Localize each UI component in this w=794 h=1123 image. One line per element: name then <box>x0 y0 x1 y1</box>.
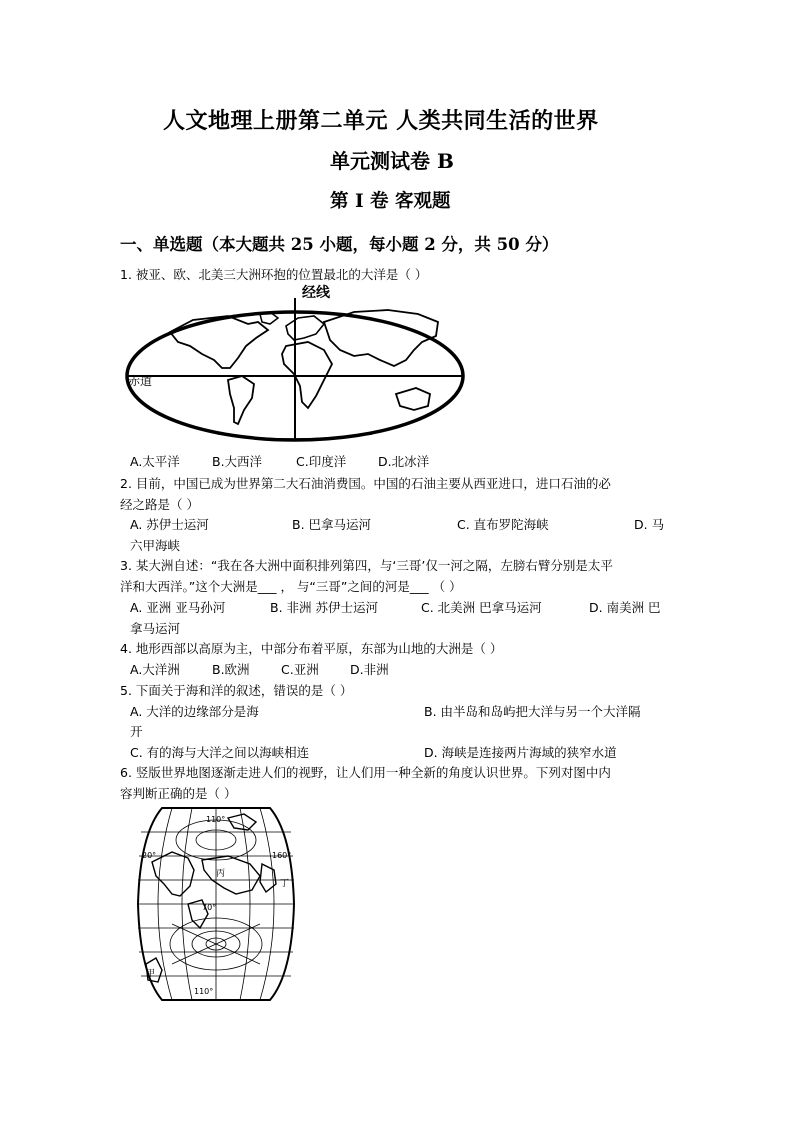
q5-option-b: B. 由半岛和岛屿把大洋与另一个大洋隔 <box>424 704 641 719</box>
q1-option-c: C.印度洋 <box>296 454 347 469</box>
q3-option-d-continued: 拿马运河 <box>130 621 181 636</box>
q3-stem-line2: 洋和大西洋。”这个大洲是___ ， 与“三哥”之间的河是___ （ ） <box>120 579 462 594</box>
q5-option-a: A. 大洋的边缘部分是海 <box>130 704 259 719</box>
map-marker-ding: 丁 <box>280 879 290 889</box>
section-heading: 一、单选题（本大题共 25 小题，每小题 2 分，共 50 分） <box>120 235 559 254</box>
q4-option-d: D.非洲 <box>350 662 389 677</box>
q5-stem: 5. 下面关于海和洋的叙述，错误的是（ ） <box>120 683 353 698</box>
q5-option-c: C. 有的海与大洋之间以海峡相连 <box>130 745 310 760</box>
page-title: 人文地理上册第二单元 人类共同生活的世界 <box>163 108 599 134</box>
part-heading: 第 I 卷 客观题 <box>330 191 451 212</box>
map-marker-bing: 丙 <box>216 869 226 879</box>
map-label-equator: 赤道 <box>128 374 153 388</box>
q6-stem-line2: 容判断正确的是（ ） <box>120 786 237 801</box>
q1-option-b: B.大西洋 <box>212 454 263 469</box>
map-label-top-longitude: 110° <box>206 815 226 824</box>
world-map-figure <box>118 284 472 444</box>
q3-option-c: C. 北美洲 巴拿马运河 <box>421 600 542 615</box>
q3-option-d: D. 南美洲 巴 <box>589 600 661 615</box>
map-marker-jia: 甲 <box>146 969 156 979</box>
q5-option-d: D. 海峡是连接两片海域的狭窄水道 <box>424 745 617 760</box>
map-label-bottom-longitude: 110° <box>194 987 214 996</box>
q1-option-d: D.北冰洋 <box>378 454 430 469</box>
q3-option-a: A. 亚洲 亚马孙河 <box>130 600 226 615</box>
q2-option-d: D. 马 <box>634 517 665 532</box>
q3-stem-line1: 3. 某大洲自述：“我在各大洲中面积排列第四，与‘三哥’仅一河之隔，左膀右臂分别是太平 <box>120 558 613 573</box>
q2-stem-line1: 2. 目前，中国已成为世界第二大石油消费国。中国的石油主要从西亚进口，进口石油的必 <box>120 476 611 491</box>
map-label-meridian: 经线 <box>302 285 330 301</box>
vertical-world-map-figure <box>132 804 300 1004</box>
map-label-left-latitude: 20° <box>142 851 157 860</box>
page-subtitle: 单元测试卷 B <box>330 149 454 173</box>
q1-option-a: A.太平洋 <box>130 454 180 469</box>
q4-option-a: A.大洋洲 <box>130 662 180 677</box>
q2-option-b: B. 巴拿马运河 <box>292 517 372 532</box>
map-label-right-longitude: 160° <box>272 851 292 860</box>
q4-stem: 4. 地形西部以高原为主，中部分布着平原，东部为山地的大洲是（ ） <box>120 641 503 656</box>
q2-option-a: A. 苏伊士运河 <box>130 517 209 532</box>
q5-option-b-continued: 开 <box>130 724 143 739</box>
q1-stem: 1. 被亚、欧、北美三大洲环抱的位置最北的大洋是（ ） <box>120 267 428 282</box>
q4-option-c: C.亚洲 <box>281 662 319 677</box>
q3-option-b: B. 非洲 苏伊士运河 <box>270 600 378 615</box>
q4-option-b: B.欧洲 <box>212 662 250 677</box>
q2-option-c: C. 直布罗陀海峡 <box>457 517 549 532</box>
q6-stem-line1: 6. 竖版世界地图逐渐走进人们的视野，让人们用一种全新的角度认识世界。下列对图中内 <box>120 765 611 780</box>
map-label-center-latitude: 70° <box>202 903 217 912</box>
q2-stem-line2: 经之路是（ ） <box>120 497 199 512</box>
q2-option-d-continued: 六甲海峡 <box>130 538 181 553</box>
